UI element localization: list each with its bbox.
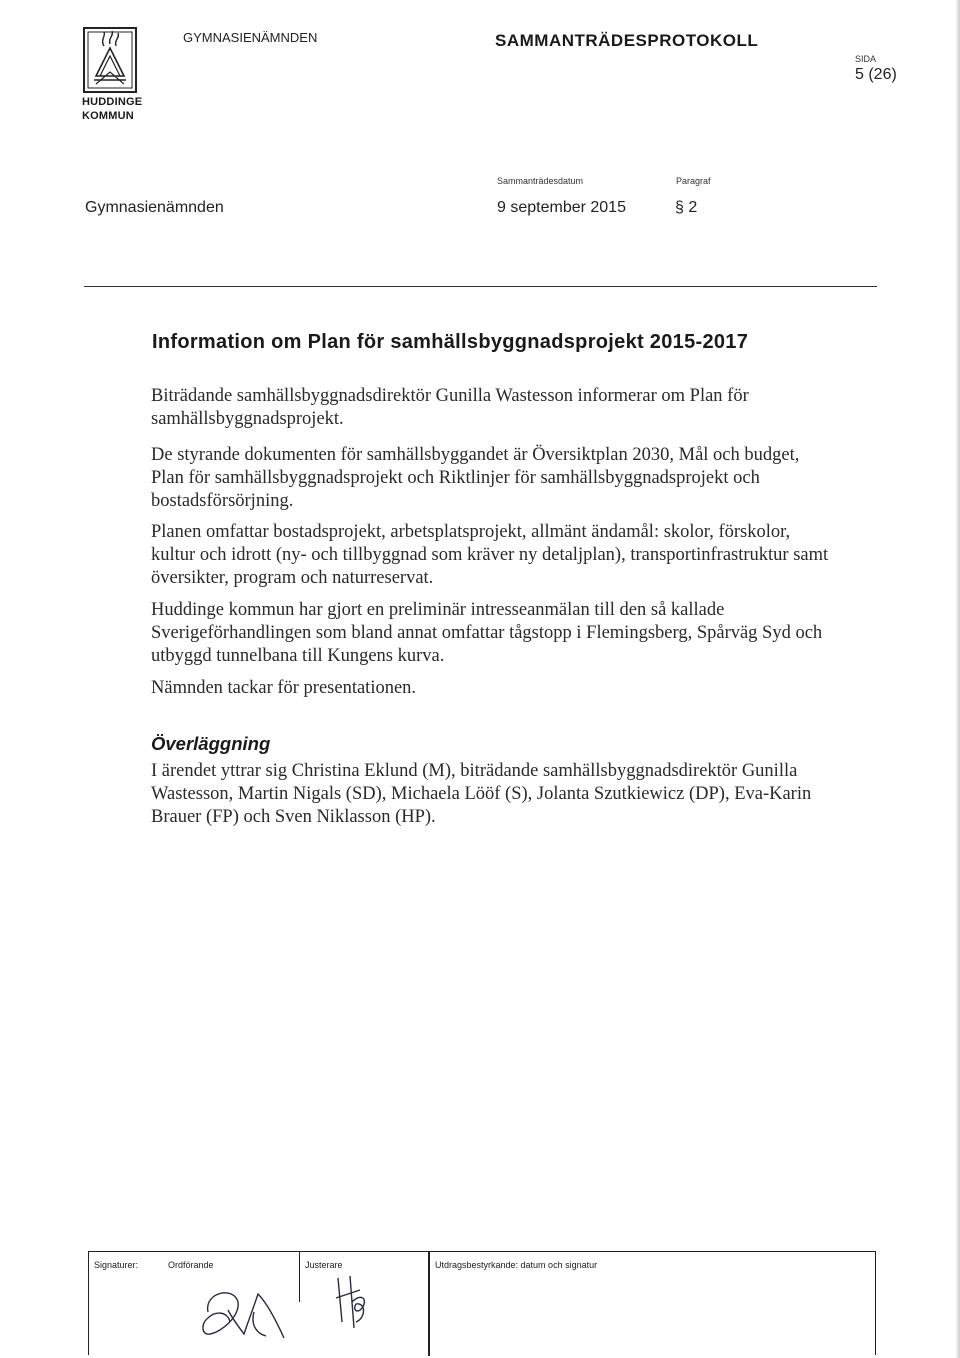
paragraph-1: Biträdande samhällsbyggnadsdirektör Gunilla Wastesson informerar om Plan för samhällsbyggnadsprojekt. — [151, 386, 749, 429]
meeting-date: 9 september 2015 — [497, 199, 626, 216]
body-name: Gymnasienämnden — [85, 199, 224, 216]
chair-signature — [194, 1282, 294, 1344]
adjuster-signature — [332, 1272, 372, 1334]
page-label: SIDA — [855, 54, 877, 64]
logo-line-1: HUDDINGE — [82, 96, 143, 108]
extract-label: Utdragsbestyrkande: datum och signatur — [435, 1260, 598, 1270]
document-type: SAMMANTRÄDESPROTOKOLL — [495, 31, 759, 50]
adjuster-label: Justerare — [305, 1260, 343, 1270]
committee-name: GYMNASIENÄMNDEN — [183, 30, 318, 45]
signatures-label: Signaturer: — [94, 1260, 139, 1270]
discussion-paragraph: I ärendet yttrar sig Christina Eklund (M), biträdande samhällsbyggnadsdirektör Gunilla Wastesson, Martin Nigals (SD), Michaela Lööf (S), Jolanta Szutkiewicz (DP), Eva-Karin Brauer (FP) och Sven Niklasson (HP). — [151, 761, 812, 827]
paragraph-3: Planen omfattar bostadsprojekt, arbetsplatsprojekt, allmänt ändamål: skolor, förskolor, kultur och idrott (ny- och tillbyggnad som kräver ny detaljplan), transportinfrastruktur samt översikter, program och naturreservat. — [151, 522, 829, 588]
page-edge — [956, 0, 960, 1358]
chair-label: Ordförande — [168, 1260, 214, 1270]
logo-line-2: KOMMUN — [82, 110, 134, 122]
page-number: 5 (26) — [855, 66, 897, 83]
municipality-logo — [82, 26, 142, 122]
date-label: Sammanträdesdatum — [497, 176, 584, 186]
paragraph-5: Nämnden tackar för presentationen. — [151, 678, 417, 698]
signature-divider — [299, 1252, 300, 1302]
signature-divider — [428, 1252, 430, 1356]
signature-box — [88, 1251, 876, 1355]
page-title: Information om Plan för samhällsbyggnadsprojekt 2015-2017 — [152, 331, 749, 353]
section-subheading: Överläggning — [151, 733, 271, 754]
paragraph-2: De styrande dokumenten för samhällsbyggandet är Översiktplan 2030, Mål och budget, Plan för samhällsbyggnadsprojekt och Riktlinjer för samhällsbyggnadsprojekt och bostadsförsörjning. — [151, 445, 800, 511]
section-number: § 2 — [675, 199, 698, 216]
header-divider — [84, 286, 877, 287]
section-label: Paragraf — [676, 176, 711, 186]
paragraph-4: Huddinge kommun har gjort en preliminär intresseanmälan till den så kallade Sverigeförhandlingen som bland annat omfattar tågstopp i Flemingsberg, Spårväg Syd och utbyggd tunnelbana till Kungens kurva. — [151, 600, 823, 666]
coat-of-arms-icon — [82, 26, 138, 94]
